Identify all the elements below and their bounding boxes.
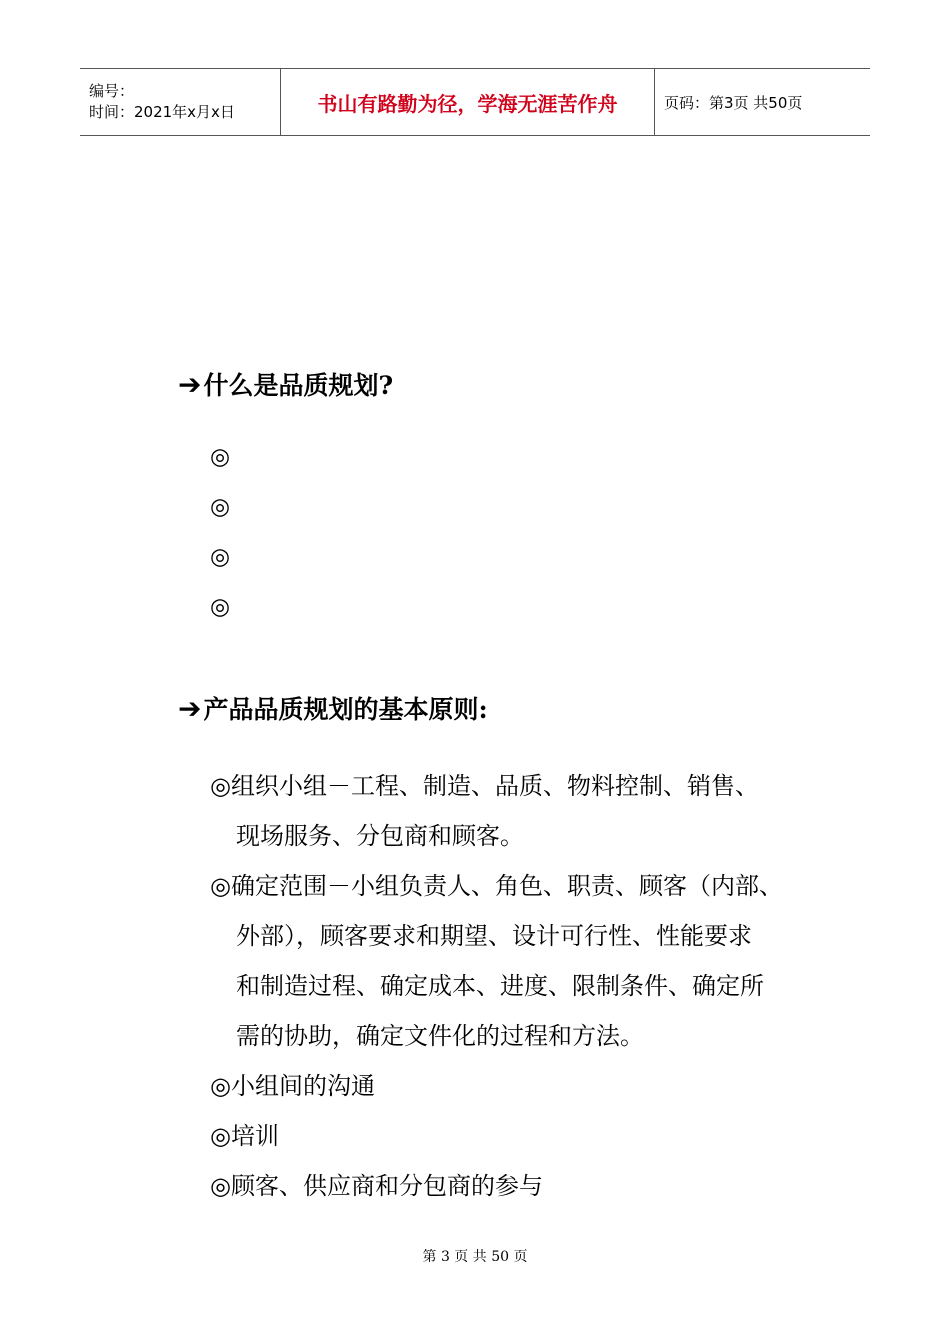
list-item-text: 确定范围－小组负责人、角色、职责、顾客（内部、 (230, 872, 783, 900)
section-title-text: 什么是品质规划? (203, 371, 394, 400)
list-item (210, 866, 783, 901)
list-item-continuation: 和制造过程、确定成本、进度、限制条件、确定所 (236, 972, 764, 1000)
bullet-icon: ◎ (210, 1072, 231, 1100)
bullet-icon: ◎ (210, 772, 231, 800)
list-item-text: 顾客、供应商和分包商的参与 (230, 1172, 543, 1200)
list-item (210, 1066, 375, 1101)
arrow-right-icon: ➔ (178, 367, 202, 401)
bullet-icon: ◎ (210, 1122, 231, 1150)
bullet-icon: ◎ (210, 872, 231, 900)
page-footer: 第 3 页 共 50 页 (422, 1249, 528, 1265)
document-number-label: 编号： (89, 82, 135, 100)
list-item (210, 1166, 543, 1201)
list-item-continuation: 现场服务、分包商和顾客。 (236, 822, 524, 850)
list-item-text: 组织小组－工程、制造、品质、物料控制、销售、 (230, 772, 759, 800)
list-item (210, 1116, 279, 1151)
empty-bullet-icon: ◎ (210, 444, 231, 470)
list-item (210, 766, 759, 801)
empty-bullet-icon: ◎ (210, 544, 231, 570)
list-item-text: 小组间的沟通 (230, 1072, 375, 1100)
header-motto: 书山有路勤为径，学海无涯苦作舟 (281, 69, 655, 135)
page-header (80, 68, 870, 136)
document-date-label: 时间：2021年x月x日 (89, 103, 235, 121)
section-title-principles (178, 690, 488, 726)
list-item-continuation: 外部），顾客要求和期望、设计可行性、性能要求 (236, 922, 752, 950)
list-item-continuation: 需的协助，确定文件化的过程和方法。 (236, 1022, 644, 1050)
bullet-icon: ◎ (210, 1172, 231, 1200)
empty-bullet-icon: ◎ (210, 494, 231, 520)
section-title-text: 产品品质规划的基本原则: (203, 695, 488, 724)
section-title-quality-planning (178, 366, 393, 402)
header-meta (80, 69, 281, 135)
empty-bullet-icon: ◎ (210, 594, 231, 620)
arrow-right-icon: ➔ (178, 691, 202, 725)
list-item-text: 培训 (230, 1122, 279, 1150)
header-page-info: 页码：第3页 共50页 (664, 93, 803, 112)
